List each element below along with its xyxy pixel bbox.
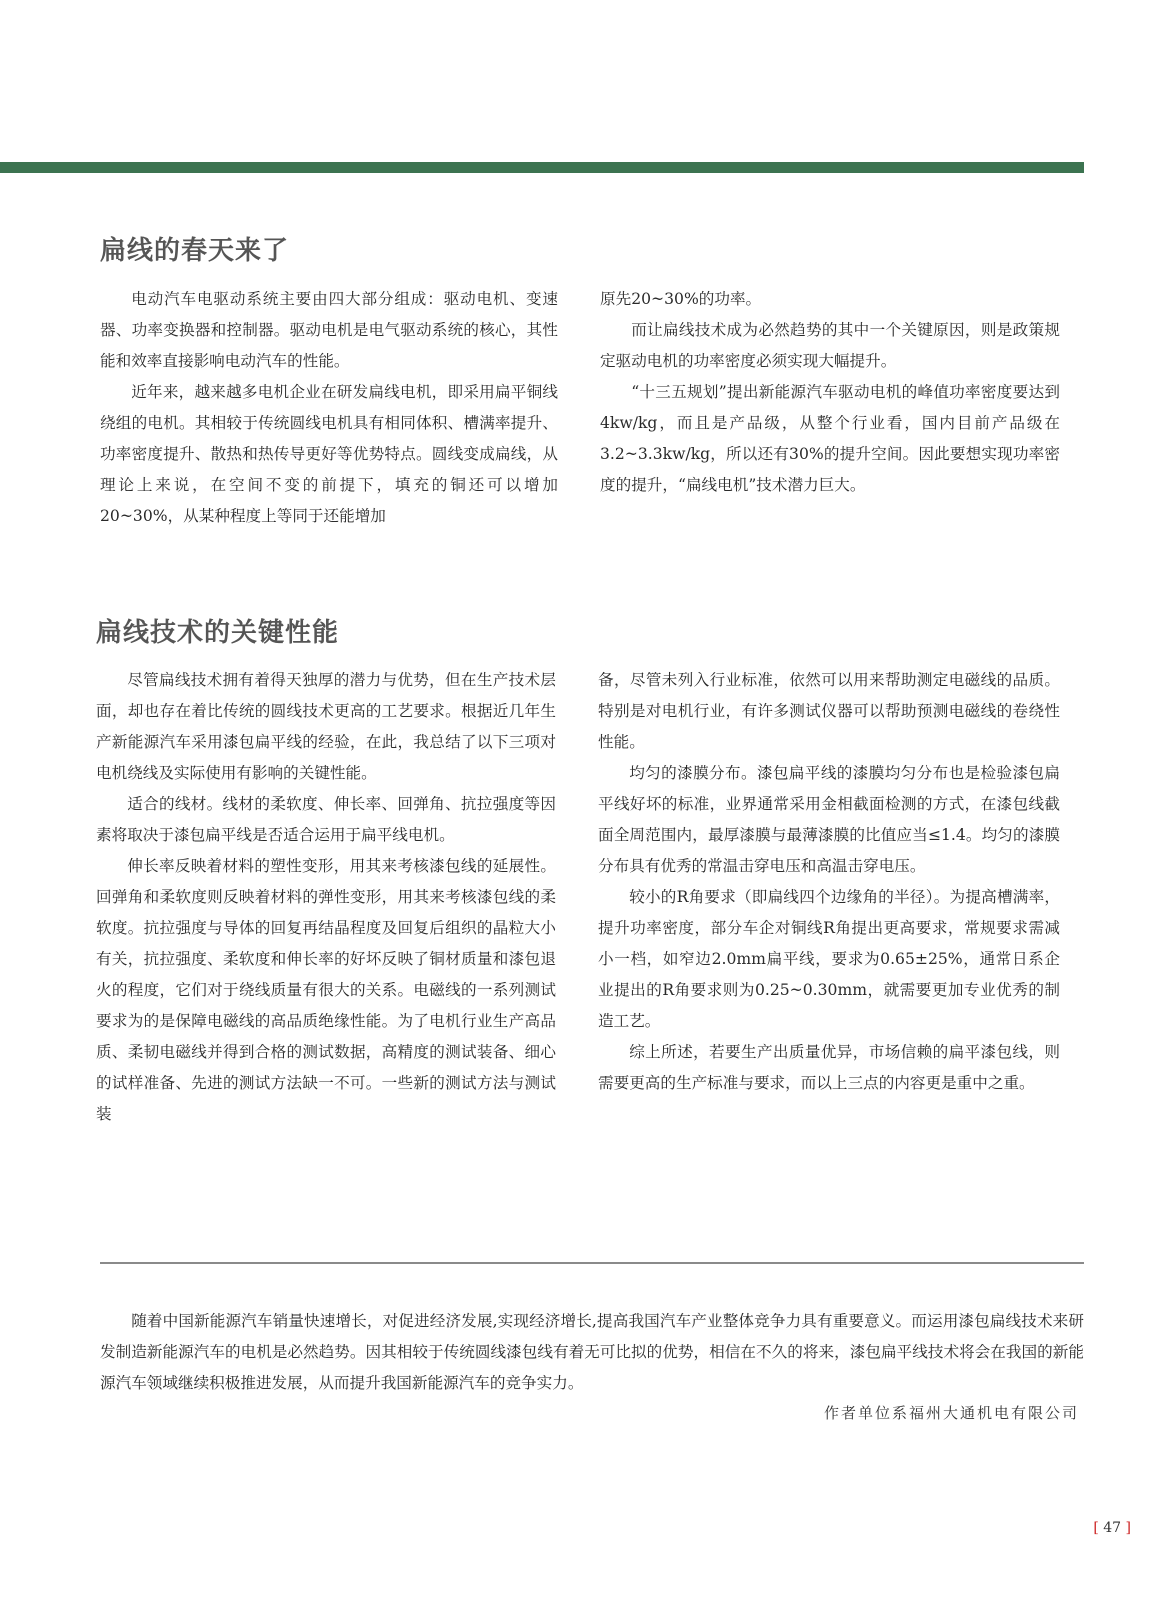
page-bracket-close: ] (1125, 1520, 1131, 1536)
paragraph: “十三五规划”提出新能源汽车驱动电机的峰值功率密度要达到4kw/kg，而且是产品级，从整个行业看，国内目前产品级在3.2~3.3kw/kg，所以还有30%的提升空间。因此要想实现功率密度的提升，“扁线电机”技术潜力巨大。 (600, 383, 1060, 494)
summary-block (100, 1306, 1084, 1399)
section2-left-column (96, 665, 556, 1130)
page-bracket-open: [ (1093, 1520, 1099, 1536)
top-accent-bar (0, 162, 1084, 173)
paragraph: 而让扁线技术成为必然趋势的其中一个关键原因，则是政策规定驱动电机的功率密度必须实现大幅提升。 (600, 321, 1060, 370)
paragraph: 综上所述，若要生产出质量优异，市场信赖的扁平漆包线，则需要更高的生产标准与要求，而以上三点的内容更是重中之重。 (598, 1043, 1060, 1092)
section-divider (100, 1262, 1084, 1264)
section-title-key-properties: 扁线技术的关键性能 (96, 618, 340, 648)
paragraph: 伸长率反映着材料的塑性变形，用其来考核漆包线的延展性。回弹角和柔软度则反映着材料的弹性变形，用其来考核漆包线的柔软度。抗拉强度与导体的回复再结晶程度及回复后组织的晶粒大小有关，抗拉强度、柔软度和伸长率的好坏反映了铜材质量和漆包退火的程度，它们对于绕线质量有很大的关系。电磁线的一系列测试要求为的是保障电磁线的高品质绝缘性能。为了电机行业生产高品质、柔韧电磁线并得到合格的测试数据，高精度的测试装备、细心的试样准备、先进的测试方法缺一不可。一些新的测试方法与测试装 (96, 857, 556, 1123)
section2-right-column (598, 665, 1060, 1099)
section-title-spring: 扁线的春天来了 (100, 236, 290, 266)
author-affiliation: 作者单位系福州大通机电有限公司 (823, 1404, 1079, 1422)
paragraph: 原先20~30%的功率。 (600, 290, 762, 308)
section1-left-column (100, 284, 558, 532)
section1-right-column (600, 284, 1060, 501)
paragraph: 适合的线材。线材的柔软度、伸长率、回弹角、抗拉强度等因素将取决于漆包扁平线是否适合运用于扁平线电机。 (96, 795, 556, 844)
paragraph: 近年来，越来越多电机企业在研发扁线电机，即采用扁平铜线绕组的电机。其相较于传统圆线电机具有相同体积、槽满率提升、功率密度提升、散热和热传导更好等优势特点。圆线变成扁线，从理论上来说，在空间不变的前提下，填充的铜还可以增加20~30%，从某种程度上等同于还能增加 (100, 383, 558, 525)
summary-paragraph: 随着中国新能源汽车销量快速增长，对促进经济发展,实现经济增长,提高我国汽车产业整体竞争力具有重要意义。而运用漆包扁线技术来研发制造新能源汽车的电机是必然趋势。因其相较于传统圆线漆包线有着无可比拟的优势，相信在不久的将来，漆包扁平线技术将会在我国的新能源汽车领域继续积极推进发展，从而提升我国新能源汽车的竞争实力。 (100, 1312, 1084, 1392)
paragraph: 备，尽管未列入行业标准，依然可以用来帮助测定电磁线的品质。特别是对电机行业，有许多测试仪器可以帮助预测电磁线的卷绕性性能。 (598, 671, 1060, 751)
page-number (1093, 1520, 1131, 1536)
paragraph: 电动汽车电驱动系统主要由四大部分组成：驱动电机、变速器、功率变换器和控制器。驱动电机是电气驱动系统的核心，其性能和效率直接影响电动汽车的性能。 (100, 290, 558, 370)
paragraph: 尽管扁线技术拥有着得天独厚的潜力与优势，但在生产技术层面，却也存在着比传统的圆线技术更高的工艺要求。根据近几年生产新能源汽车采用漆包扁平线的经验，在此，我总结了以下三项对电机绕线及实际使用有影响的关键性能。 (96, 671, 556, 782)
paragraph: 较小的R角要求（即扁线四个边缘角的半径）。为提高槽满率，提升功率密度，部分车企对铜线R角提出更高要求，常规要求需减小一档，如窄边2.0mm扁平线，要求为0.65±25%，通常日系企业提出的R角要求则为0.25~0.30mm，就需要更加专业优秀的制造工艺。 (598, 888, 1060, 1030)
page-number-value: 47 (1103, 1520, 1122, 1536)
paragraph: 均匀的漆膜分布。漆包扁平线的漆膜均匀分布也是检验漆包扁平线好坏的标准，业界通常采用金相截面检测的方式，在漆包线截面全周范围内，最厚漆膜与最薄漆膜的比值应当≤1.4。均匀的漆膜分布具有优秀的常温击穿电压和高温击穿电压。 (598, 764, 1060, 875)
